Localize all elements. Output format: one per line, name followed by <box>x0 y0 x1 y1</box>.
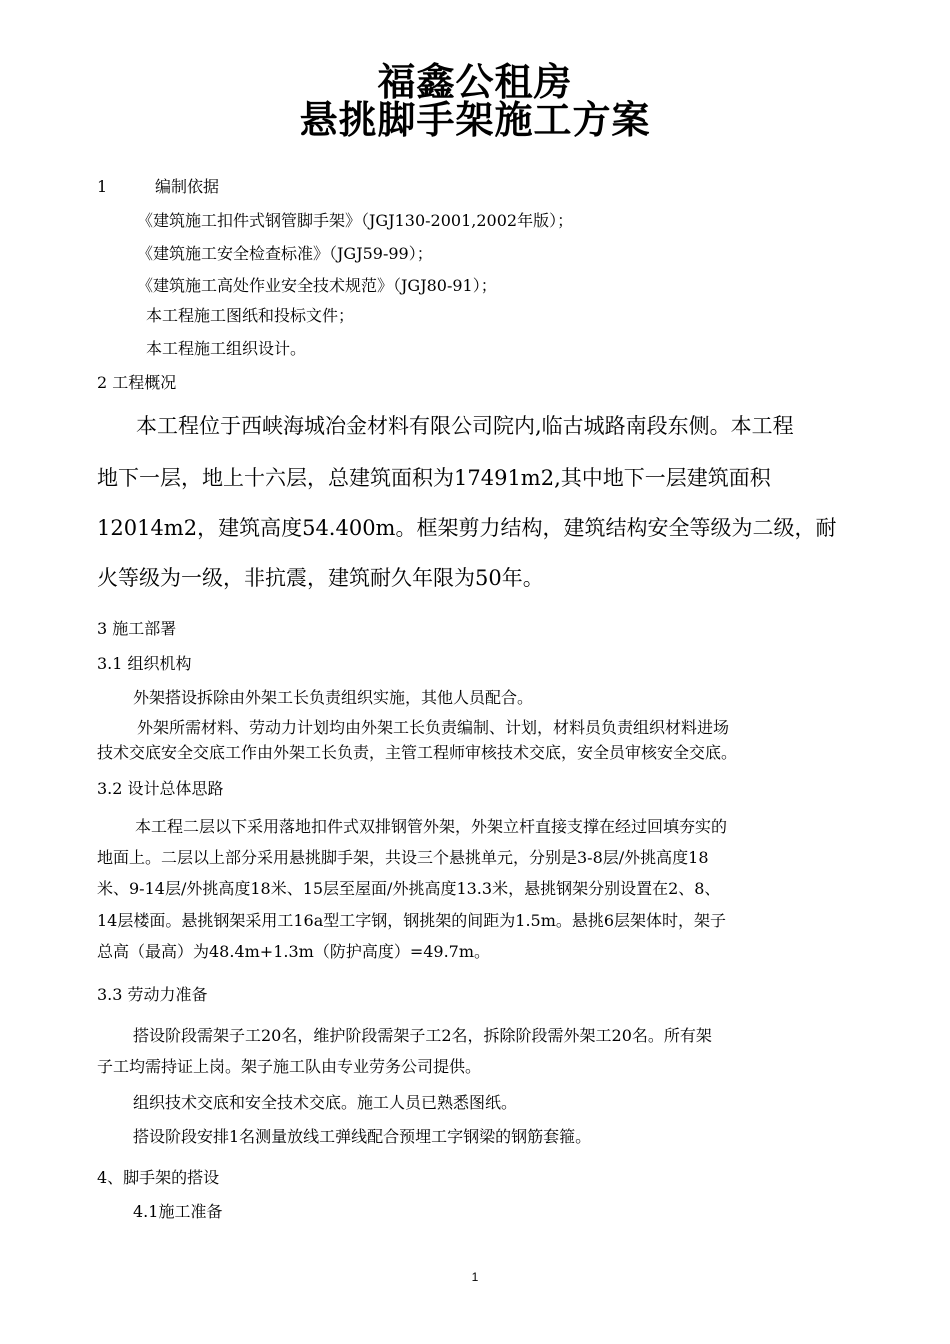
organization-line: 技术交底安全交底工作由外架工长负责，主管工程师审核技术交底，安全员审核安全交底。 <box>97 743 738 762</box>
overview-line: 本工程位于西峡海城冶金材料有限公司院内,临古城路南段东侧。本工程 <box>136 414 794 438</box>
labor-line: 搭设阶段安排1名测量放线工弹线配合预埋工字钢梁的钢筋套箍。 <box>133 1127 592 1146</box>
design-line: 14层楼面。悬挑钢架采用工16a型工字钢，钢挑架的间距为1.5m。悬挑6层架体时，架子 <box>97 911 727 930</box>
section-3-2-heading: 3.2 设计总体思路 <box>97 779 224 798</box>
organization-line: 外架所需材料、劳动力计划均由外架工长负责编制、计划，材料员负责组织材料进场 <box>137 718 730 737</box>
section-3-heading: 3 施工部署 <box>97 619 177 638</box>
design-line: 总高（最高）为48.4m+1.3m（防护高度）=49.7m。 <box>97 942 491 961</box>
design-line: 米、9-14层/外挑高度18米、15层至屋面/外挑高度13.3米，悬挑钢架分别设置在2、8、 <box>97 879 721 898</box>
section-1-title: 编制依据 <box>155 177 220 196</box>
section-4-1-heading: 4.1施工准备 <box>133 1202 223 1221</box>
overview-line: 地下一层，地上十六层，总建筑面积为17491m2,其中地下一层建筑面积 <box>97 466 771 490</box>
document-title-line1: 福鑫公租房 <box>377 60 573 104</box>
overview-line: 火等级为一级，非抗震，建筑耐久年限为50年。 <box>97 566 544 590</box>
labor-line: 搭设阶段需架子工20名，维护阶段需架子工2名，拆除阶段需外架工20名。所有架 <box>133 1026 712 1045</box>
reference-item: 《建筑施工扣件式钢管脚手架》（JGJ130-2001,2002年版）； <box>137 211 574 230</box>
overview-line: 12014m2，建筑高度54.400m。框架剪力结构，建筑结构安全等级为二级，耐 <box>97 516 837 540</box>
labor-line: 子工均需持证上岗。架子施工队由专业劳务公司提供。 <box>97 1057 482 1076</box>
section-4-heading: 4、脚手架的搭设 <box>97 1168 220 1187</box>
section-1-number: 1 <box>97 177 108 196</box>
reference-item: 《建筑施工高处作业安全技术规范》（JGJ80-91）； <box>137 276 497 295</box>
design-line: 本工程二层以下采用落地扣件式双排钢管外架，外架立杆直接支撑在经过回填夯实的 <box>135 817 728 836</box>
section-2-heading: 2 工程概况 <box>97 373 177 392</box>
section-3-3-heading: 3.3 劳动力准备 <box>97 985 208 1004</box>
design-line: 地面上。二层以上部分采用悬挑脚手架，共设三个悬挑单元，分别是3-8层/外挑高度18 <box>97 848 709 867</box>
reference-item: 本工程施工图纸和投标文件； <box>146 306 355 325</box>
reference-item: 《建筑施工安全检查标准》（JGJ59-99）； <box>137 244 433 263</box>
labor-line: 组织技术交底和安全技术交底。施工人员已熟悉图纸。 <box>133 1093 518 1112</box>
section-1-heading <box>97 177 219 197</box>
page-number: 1 <box>471 1270 479 1284</box>
section-3-1-heading: 3.1 组织机构 <box>97 654 192 673</box>
reference-item: 本工程施工组织设计。 <box>146 339 307 358</box>
organization-line: 外架搭设拆除由外架工长负责组织实施，其他人员配合。 <box>133 688 534 707</box>
document-title-line2: 悬挑脚手架施工方案 <box>299 98 651 142</box>
